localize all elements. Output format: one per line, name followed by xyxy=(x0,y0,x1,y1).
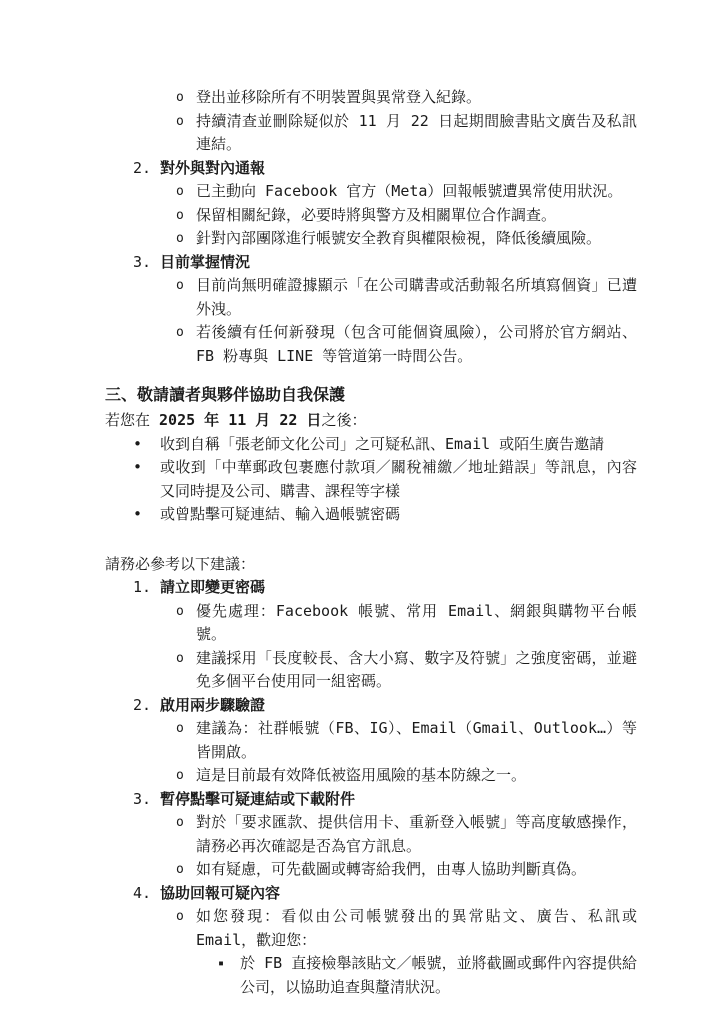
number-marker: 2. xyxy=(133,158,152,177)
numbered-item-title: 啟用兩步驟驗證 xyxy=(160,695,266,714)
sub-bullet-item-text: 於 FB 直接檢舉該貼文／帳號，並將截圖或郵件內容提供給公司，以協助追查與釐清狀況。 xyxy=(240,954,637,996)
list-item-text: 已主動向 Facebook 官方（Meta）回報帳號遭異常使用狀況。 xyxy=(196,182,623,200)
numbered-item-title: 對外與對內通報 xyxy=(160,158,266,177)
bullet-item-text: 收到自稱「張老師文化公司」之可疑私訊、Email 或陌生廣告邀請 xyxy=(160,434,605,453)
list-item-text: 針對內部團隊進行帳號安全教育與權限檢視，降低後續風險。 xyxy=(196,229,602,247)
list-item xyxy=(105,600,637,647)
list-item xyxy=(105,227,637,251)
list-item-text: 目前尚無明確證據顯示「在公司購書或活動報名所填寫個資」已遭外洩。 xyxy=(196,276,637,318)
paragraph-spacer xyxy=(105,527,637,553)
circle-bullet-marker: o xyxy=(176,231,184,246)
numbered-item-title: 目前掌握情況 xyxy=(160,252,251,271)
numbered-item xyxy=(105,157,637,181)
round-bullet-marker: • xyxy=(133,505,143,523)
list-item-text: 持續清查並刪除疑似於 11 月 22 日起期間臉書貼文廣告及私訊連結。 xyxy=(196,111,637,153)
number-marker: 3. xyxy=(133,789,152,808)
circle-bullet-marker: o xyxy=(176,603,184,619)
sub-bullet-item xyxy=(105,952,637,999)
list-item xyxy=(105,811,637,858)
circle-bullet-marker: o xyxy=(176,113,184,129)
numbered-item xyxy=(105,576,637,600)
list-item-text: 這是目前最有效降低被盜用風險的基本防線之一。 xyxy=(196,766,527,784)
numbered-item-title: 協助回報可疑內容 xyxy=(160,883,281,902)
square-bullet-marker: ▪ xyxy=(218,958,225,969)
list-item-text: 如您發現：看似由公司帳號發出的異常貼文、廣告、私訊或 Email，歡迎您： xyxy=(196,907,637,949)
list-item-text: 對於「要求匯款、提供信用卡、重新登入帳號」等高度敏感操作，請務必再次確認是否為官方訊息。 xyxy=(196,813,637,855)
circle-bullet-marker: o xyxy=(176,768,184,783)
advice-intro-line: 請務必參考以下建議： xyxy=(105,554,256,573)
circle-bullet-marker: o xyxy=(176,325,184,340)
numbered-item-title: 暫停點擊可疑連結或下載附件 xyxy=(160,789,356,808)
list-item xyxy=(105,86,637,110)
bullet-item xyxy=(105,456,637,503)
number-marker: 4. xyxy=(133,883,152,902)
intro-suffix: 之後： xyxy=(321,411,367,429)
list-item xyxy=(105,717,637,764)
intro-prefix: 若您在 xyxy=(105,411,160,429)
list-item-text: 如有疑慮，可先截圖或轉寄給我們，由專人協助判斷真偽。 xyxy=(196,860,587,878)
list-item xyxy=(105,764,637,788)
number-marker: 3. xyxy=(133,252,152,271)
circle-bullet-marker: o xyxy=(176,909,184,924)
list-item-text: 優先處理：Facebook 帳號、常用 Email、網銀與購物平台帳號。 xyxy=(196,601,637,643)
circle-bullet-marker: o xyxy=(176,278,184,293)
numbered-item xyxy=(105,251,637,275)
list-item xyxy=(105,858,637,882)
bullet-item xyxy=(105,503,637,527)
bullet-item xyxy=(105,433,637,457)
circle-bullet-marker: o xyxy=(176,721,184,736)
round-bullet-marker: • xyxy=(133,458,143,476)
number-marker: 2. xyxy=(133,695,152,714)
bullet-item-text: 或曾點擊可疑連結、輸入過帳號密碼 xyxy=(160,505,401,523)
list-item xyxy=(105,110,637,157)
list-item xyxy=(105,321,637,368)
circle-bullet-marker: o xyxy=(176,184,184,199)
circle-bullet-marker: o xyxy=(176,650,184,666)
list-item-text: 建議為：社群帳號（FB、IG）、Email（Gmail、Outlook…）等皆開啟。 xyxy=(196,719,637,761)
numbered-item xyxy=(105,694,637,718)
numbered-item-title: 請立即變更密碼 xyxy=(160,578,266,596)
list-item xyxy=(105,905,637,952)
numbered-item xyxy=(105,882,637,906)
list-item-text: 保留相關紀錄，必要時將與警方及相關單位合作調查。 xyxy=(196,205,557,224)
list-item-text: 若後續有任何新發現（包含可能個資風險），公司將於官方網站、FB 粉專與 LINE 等管道第一時間公告。 xyxy=(196,323,637,365)
intro-line xyxy=(105,409,637,433)
circle-bullet-marker: o xyxy=(176,207,184,223)
list-item xyxy=(105,180,637,204)
numbered-item xyxy=(105,788,637,812)
circle-bullet-marker: o xyxy=(176,90,184,105)
list-item-text: 建議採用「長度較長、含大小寫、數字及符號」之強度密碼，並避免多個平台使用同一組密碼。 xyxy=(196,648,637,690)
circle-bullet-marker: o xyxy=(176,815,184,830)
list-item xyxy=(105,274,637,321)
intro-date: 2025 年 11 月 22 日 xyxy=(159,411,322,429)
list-item xyxy=(105,647,637,694)
section-heading: 三、敬請讀者與夥伴協助自我保護 xyxy=(105,385,346,404)
number-marker: 1. xyxy=(133,578,152,596)
list-item-text: 登出並移除所有不明裝置與異常登入紀錄。 xyxy=(196,88,482,106)
bullet-item-text: 或收到「中華郵政包裹應付款項／關稅補繳／地址錯誤」等訊息，內容又同時提及公司、購書、課程等字樣 xyxy=(160,458,637,500)
round-bullet-marker: • xyxy=(133,434,143,453)
circle-bullet-marker: o xyxy=(176,862,184,877)
list-item xyxy=(105,204,637,228)
